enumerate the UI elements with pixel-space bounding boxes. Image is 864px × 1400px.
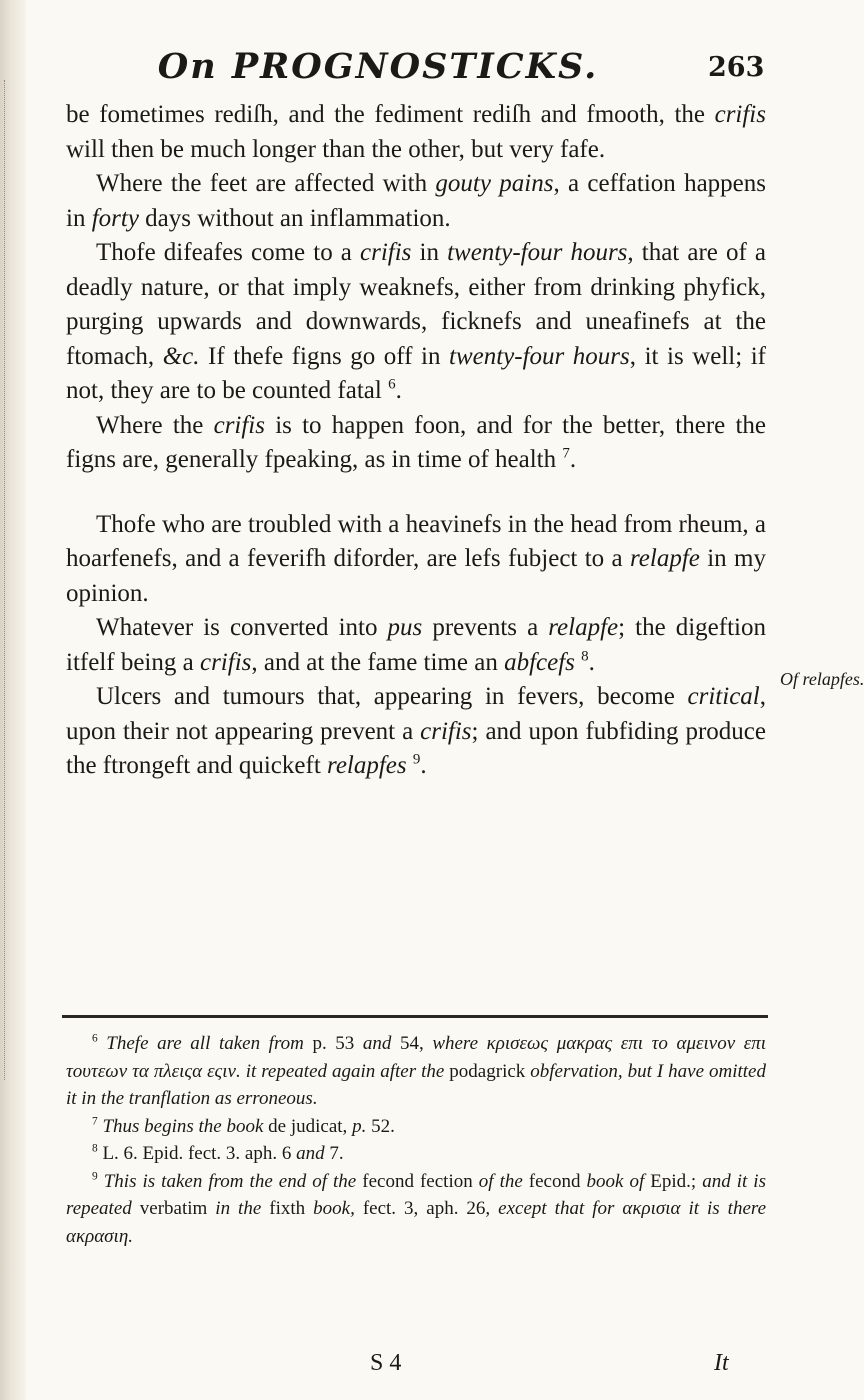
catchword: It — [714, 1350, 729, 1376]
text-run: verbatim — [131, 1198, 216, 1219]
text-run: Whatever is converted into — [96, 614, 388, 641]
text-run: fecond fection — [356, 1170, 479, 1192]
text-run: . — [420, 752, 427, 779]
footnote-ref-6: 6 — [388, 376, 396, 393]
italic-term: crifis — [213, 411, 265, 439]
italic-term: relapfe — [629, 545, 700, 572]
footnote-8 — [66, 1140, 766, 1168]
page-number: 263 — [708, 52, 765, 83]
italic-term: crifis — [199, 648, 252, 676]
text-run: be fometimes rediſh, and the fediment rediſh and fmooth, the — [66, 101, 715, 128]
text-run: If thefe figns go off in — [199, 342, 450, 370]
italic-term: relapfes — [327, 752, 407, 779]
text-run: Thofe who are troubled with a heavinefs in the head from rheum, a hoarfenefs, and a feverifh diforder, are lefs fubject to a — [66, 510, 766, 572]
text-run: in — [411, 239, 448, 266]
text-run: ; and upon fubfiding produce the ftrongeft and quickeft — [66, 717, 766, 779]
text-run: Where the — [96, 411, 214, 439]
text-run: p. — [352, 1115, 367, 1137]
italic-term: crifis — [360, 239, 412, 266]
text-run: Epid.; — [644, 1170, 703, 1192]
italic-term: pus — [387, 614, 423, 641]
footnote-number: 7 — [92, 1115, 98, 1128]
text-run: in my opinion. — [66, 545, 766, 607]
footnote-rule — [62, 1015, 768, 1018]
text-run: except that for ακρισια it is there ακρασιη. — [66, 1198, 767, 1247]
signature-mark: S 4 — [370, 1350, 402, 1376]
text-run: fecond — [522, 1170, 587, 1192]
italic-term: relapfe — [548, 614, 619, 641]
text-run: and it is repeated — [66, 1170, 766, 1219]
paragraph-6 — [66, 611, 766, 680]
text-run: days without an inflammation. — [138, 204, 451, 232]
paragraph-5 — [66, 508, 766, 612]
text-run: book of — [586, 1170, 645, 1192]
italic-term: gouty pains — [435, 170, 554, 197]
text-run: L. 6. Epid. fect. 3. aph. 6 — [97, 1143, 297, 1164]
footnote-9 — [66, 1168, 766, 1251]
text-run: prevents a — [422, 614, 549, 641]
text-run: and — [362, 1033, 392, 1054]
paragraph-4 — [66, 409, 766, 478]
text-run: . — [395, 377, 402, 404]
text-run: . — [569, 446, 577, 473]
text-run: 7. — [324, 1143, 344, 1164]
paragraph-3 — [66, 236, 766, 409]
text-run: ; the digeftion itfelf being a — [66, 614, 766, 676]
margin-note: Of relapfes. — [780, 669, 864, 689]
text-run: Thofe difeafes come to a — [96, 239, 361, 266]
italic-term: critical — [687, 683, 760, 710]
text-run: book, — [313, 1198, 355, 1219]
italic-term: forty — [91, 204, 139, 232]
footnote-ref-8: 8 — [581, 648, 589, 665]
text-run: will then be much longer than the other, but very fafe. — [66, 135, 606, 163]
footnote-ref-7: 7 — [562, 445, 570, 462]
paragraph-2 — [66, 167, 766, 236]
italic-term: twenty-four hours — [449, 342, 630, 370]
italic-term: crifis — [420, 717, 472, 745]
italic-term: twenty-four hours — [447, 239, 628, 266]
text-run: 54, — [391, 1033, 433, 1054]
text-run: 52. — [366, 1115, 395, 1137]
italic-term: abfcefs — [504, 648, 575, 676]
text-run: is to happen foon, and for the better, there the figns are, generally fpeaking, as in time of health — [66, 411, 767, 473]
footnote-7 — [66, 1113, 766, 1141]
text-run: , upon their not appearing prevent a — [66, 683, 766, 745]
text-run: Ulcers and tumours that, appearing in fevers, become — [96, 683, 688, 710]
text-run: , a ceffation happens in — [66, 170, 766, 232]
text-run: Thus begins the book — [97, 1115, 264, 1137]
text-run: p. 53 — [303, 1033, 363, 1054]
paragraph-1 — [66, 98, 766, 167]
italic-term: &c. — [162, 342, 200, 370]
paragraph-7 — [66, 680, 766, 784]
running-head: On PROGNOSTICKS. — [157, 46, 599, 87]
footnote-ref-9: 9 — [412, 751, 421, 768]
italic-term: crifis — [714, 101, 766, 128]
text-run: and — [296, 1143, 325, 1164]
gutter-binding-marks — [4, 80, 23, 1080]
text-run: , and at the fame time an — [251, 648, 505, 676]
text-run: This is taken from the end of the — [97, 1170, 357, 1192]
text-run: obfervation, but I have omitted it in the tranflation as erroneous. — [66, 1060, 766, 1109]
footnotes — [66, 1030, 766, 1250]
footnote-number: 6 — [92, 1032, 98, 1045]
footnote-number: 9 — [92, 1170, 98, 1183]
book-gutter — [0, 0, 26, 1400]
text-run: , that are of a deadly nature, or that imply weaknefs, either from drinking phyfick, purging upwards and downwards, ficknefs and uneafinefs at the ftomach, — [66, 239, 766, 370]
text-run: fixth — [261, 1198, 314, 1219]
text-run: of the — [478, 1170, 523, 1192]
text-run: where κρισεως μακρας επι το αμεινον επι τουτεων τα πλειςα εςιν. it repeated again after the — [66, 1033, 767, 1082]
text-run: podagrick — [444, 1060, 531, 1082]
text-run: Where the feet are affected with — [96, 170, 436, 197]
text-run: , it is well; if not, they are to be counted fatal — [66, 342, 767, 404]
main-text — [66, 98, 766, 784]
footnote-number: 8 — [92, 1142, 98, 1155]
footnote-6 — [66, 1030, 766, 1113]
text-run: in the — [215, 1198, 262, 1219]
text-run: de judicat, — [263, 1115, 353, 1137]
text-run: Thefe are all taken from — [97, 1033, 304, 1054]
text-run: fect. 3, aph. 26, — [354, 1198, 499, 1219]
text-run: . — [588, 648, 595, 676]
